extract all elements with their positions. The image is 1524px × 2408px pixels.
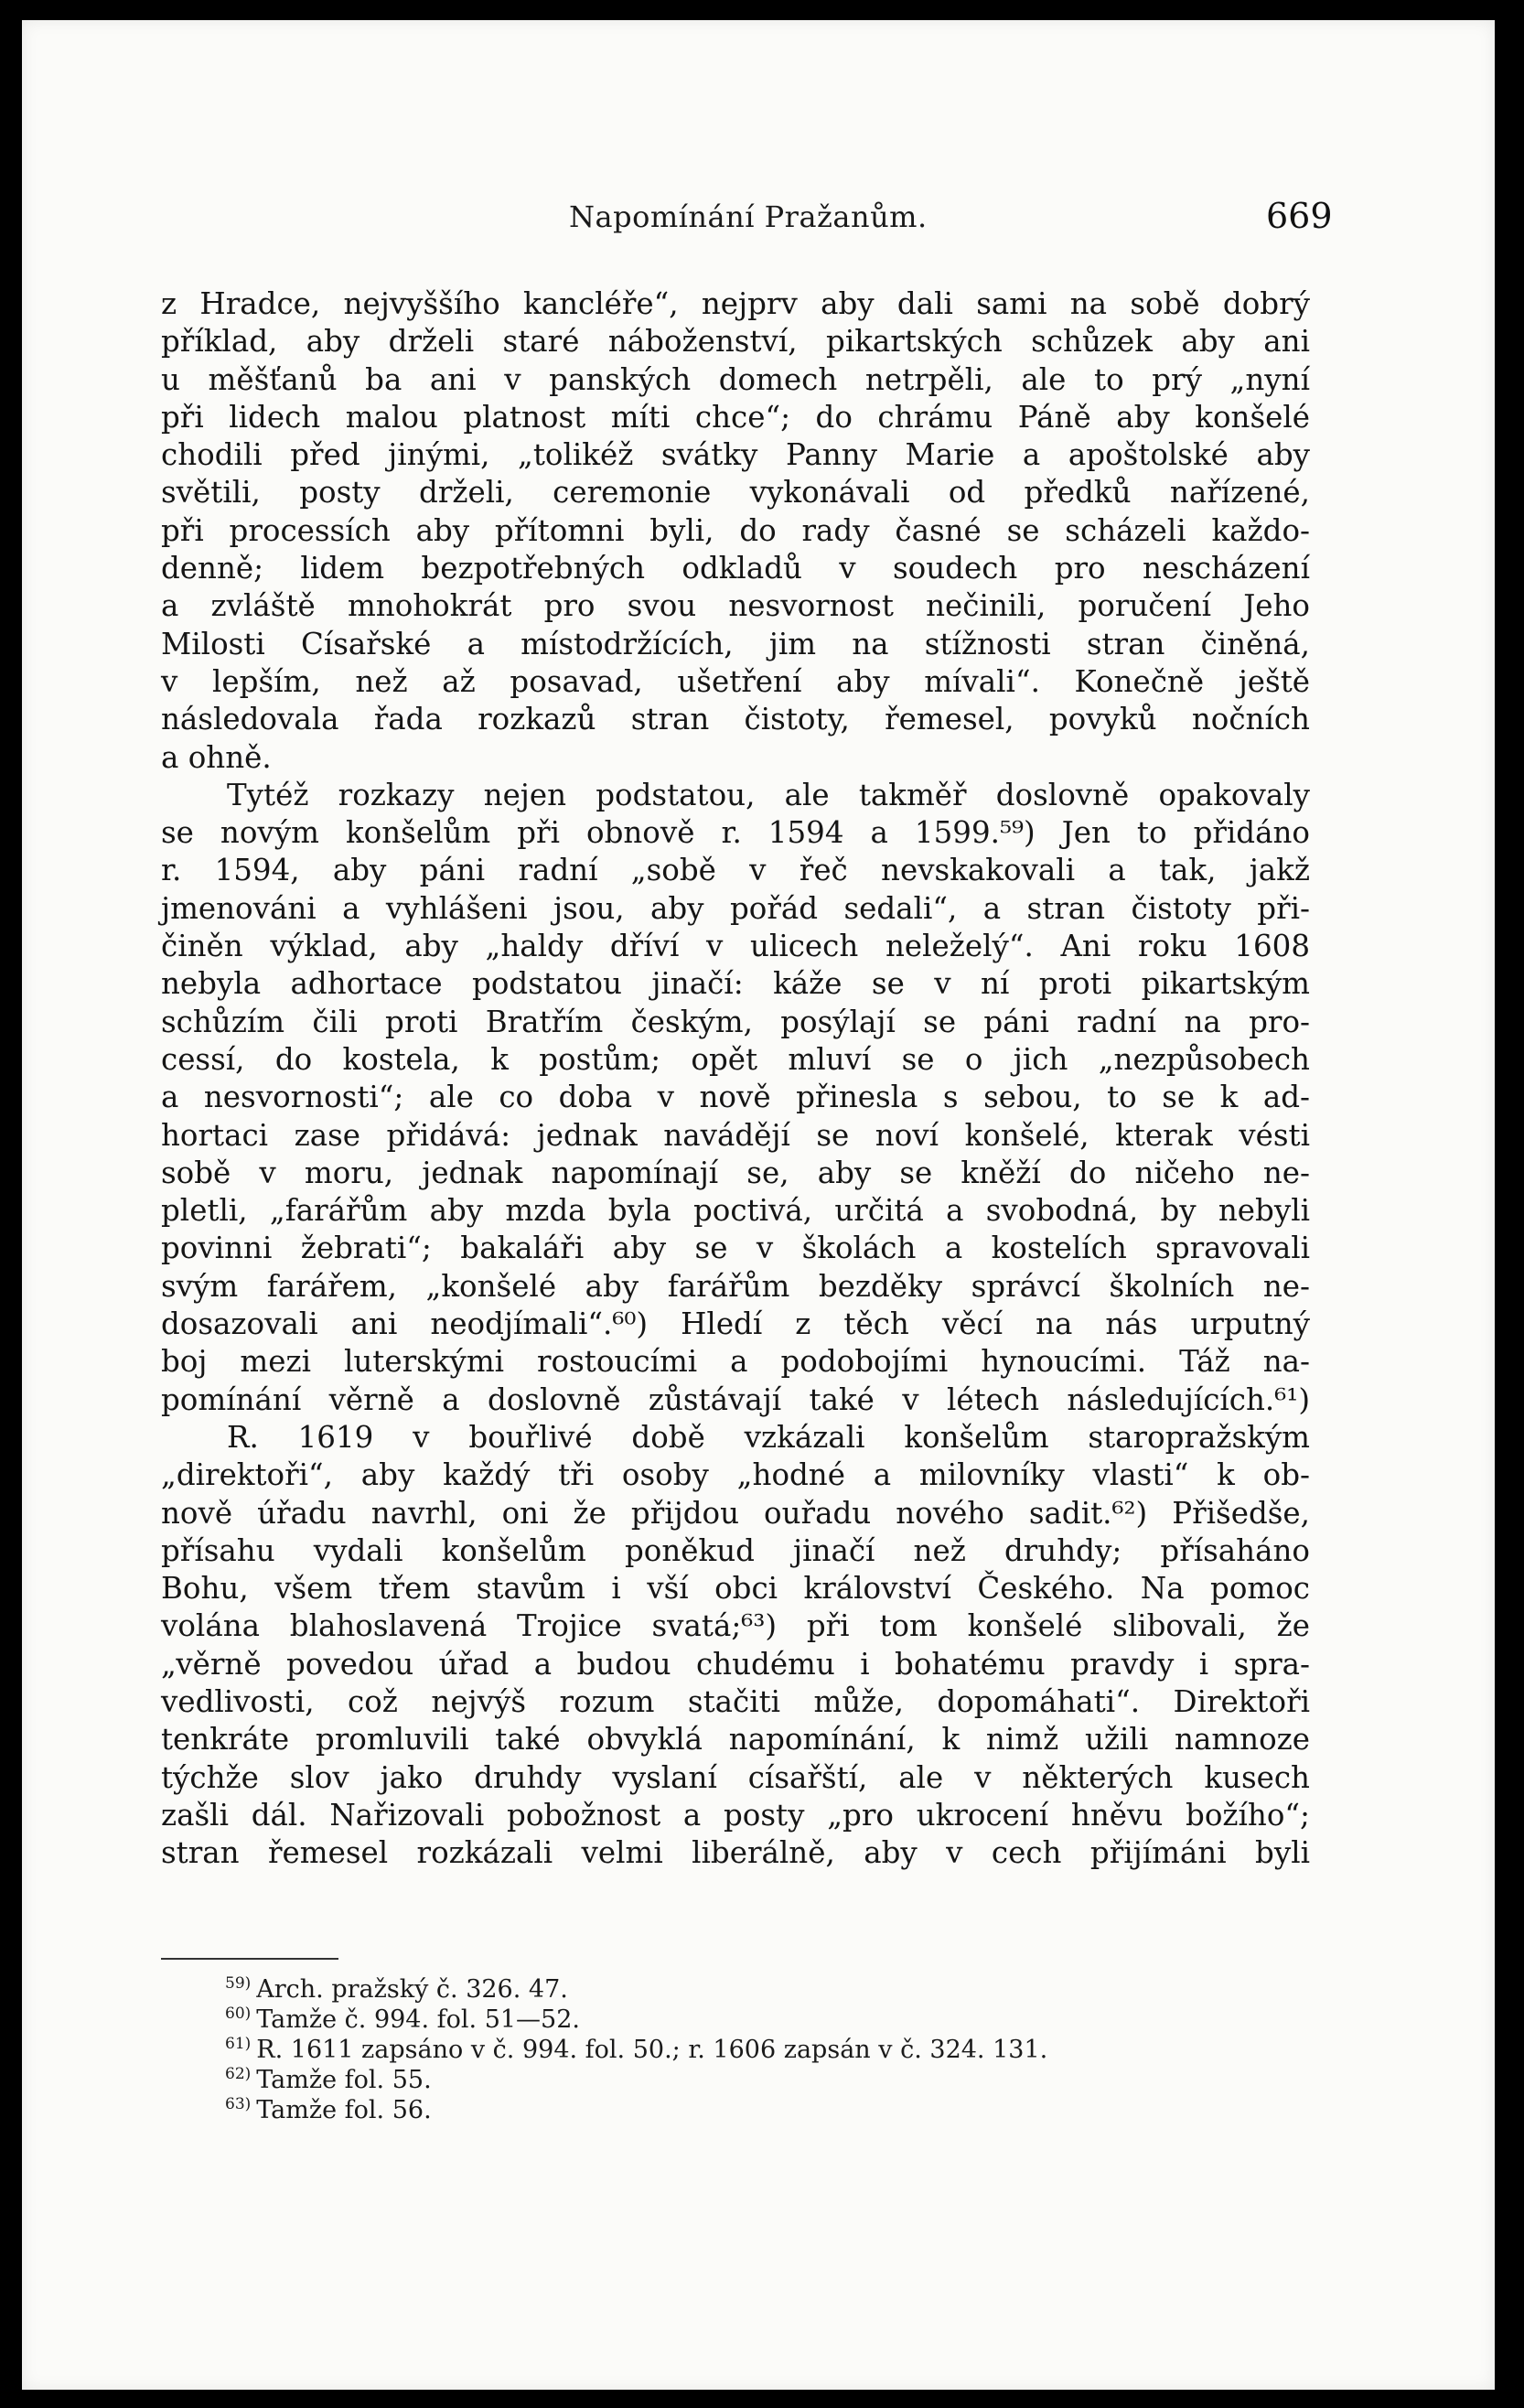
text-line: Bohu, všem třem stavům i vší obci království Českého. Na pomoc <box>161 1571 1310 1607</box>
text-line: boj mezi luterskými rostoucími a podobojími hynoucími. Táž na- <box>161 1344 1310 1380</box>
text-line: v lepším, než až posavad, ušetření aby mívali“. Konečně ještě <box>161 663 1310 699</box>
text-line: povinni žebrati“; bakaláři aby se v školách a kostelích spravovali <box>161 1231 1310 1266</box>
text-line: dosazovali ani neodjímali“.⁶⁰) Hledí z těch věcí na nás urputný <box>161 1306 1310 1342</box>
footnote-mark: 60) <box>225 2005 252 2023</box>
text-line: schůzím čili proti Bratřím českým, posýlají se páni radní na pro- <box>161 1004 1310 1039</box>
text-line: pletli, „farářům aby mzda byla poctivá, určitá a svobodná, by nebyli <box>161 1193 1310 1229</box>
page-number: 669 <box>1266 196 1333 236</box>
text-line: jmenováni a vyhlášeni jsou, aby pořád sedali“, a stran čistoty při- <box>161 890 1310 926</box>
text-line: vedlivosti, což nejvýš rozum stačiti může, dopomáhati“. Direktoři <box>161 1683 1310 1719</box>
text-line: pomínání věrně a doslovně zůstávají také v létech následujících.⁶¹) <box>161 1381 1310 1417</box>
footnote <box>225 1969 1323 2004</box>
text-line: stran řemesel rozkázali velmi liberálně, aby v cech přijímáni byli <box>161 1835 1310 1871</box>
footnote-mark: 59) <box>225 1974 252 1993</box>
text-line: činěn výklad, aby „haldy dříví v ulicech neleželý“. Ani roku 1608 <box>161 929 1310 964</box>
footnote-text: R. 1611 zapsáno v č. 994. fol. 50.; r. 1606 zapsán v č. 324. 131. <box>256 2036 1048 2064</box>
footnote <box>225 2090 1323 2124</box>
text-line: a zvláště mnohokrát pro svou nesvornost nečinili, poručení Jeho <box>161 588 1310 624</box>
text-line: „direktoři“, aby každý tři osoby „hodné a milovníky vlasti“ k ob- <box>161 1457 1310 1493</box>
book-page <box>22 20 1495 2390</box>
footnote <box>225 1999 1323 2034</box>
footnote-text: Arch. pražský č. 326. 47. <box>256 1975 568 2004</box>
text-line: cessí, do kostela, k postům; opět mluví se o jich „nezpůsobech <box>161 1041 1310 1077</box>
text-line: u měšťanů ba ani v panských domech netrpěli, ale to prý „nyní <box>161 361 1310 397</box>
text-line: Milosti Císařské a místodržících, jim na stížnosti stran činěná, <box>161 626 1310 661</box>
text-line: příklad, aby drželi staré náboženství, pikartských schůzek aby ani <box>161 324 1310 360</box>
footnote-mark: 63) <box>225 2095 252 2113</box>
footnote-text: Tamže č. 994. fol. 51—52. <box>256 2005 580 2034</box>
text-line: a ohně. <box>161 739 272 775</box>
footnote <box>225 2029 1323 2064</box>
text-line: světili, posty drželi, ceremonie vykonávali od předků nařízené, <box>161 475 1310 511</box>
text-line: při processích aby přítomni byli, do rady časné se scházeli každo- <box>161 512 1310 548</box>
page-header <box>22 196 1495 242</box>
text-line: tenkráte promluvili také obvyklá napomínání, k nimž užili namnoze <box>161 1722 1310 1758</box>
body-text <box>161 285 1310 1872</box>
text-line: se novým konšelům při obnově r. 1594 a 1599.⁵⁹) Jen to přidáno <box>161 815 1310 851</box>
text-line: sobě v moru, jednak napomínají se, aby se kněží do ničeho ne- <box>161 1155 1310 1190</box>
text-line: zašli dál. Nařizovali pobožnost a posty „pro ukrocení hněvu božího“; <box>161 1797 1310 1833</box>
text-line: nově úřadu navrhl, oni že přijdou ouřadu nového sadit.⁶²) Přišedše, <box>161 1495 1310 1531</box>
footnote-divider <box>161 1958 338 1960</box>
text-line: chodili před jinými, „tolikéž svátky Panny Marie a apoštolské aby <box>161 437 1310 473</box>
text-line: týchže slov jako druhdy vyslaní císařští, ale v některých kusech <box>161 1759 1310 1795</box>
text-line: „věrně povedou úřad a budou chudému i bohatému pravdy i spra- <box>161 1646 1310 1682</box>
text-line: nebyla adhortace podstatou jinačí: káže se v ní proti pikartským <box>161 966 1310 1002</box>
footnote-text: Tamže fol. 56. <box>256 2096 432 2124</box>
text-line: přísahu vydali konšelům poněkud jinačí než druhdy; přísaháno <box>161 1532 1310 1568</box>
text-line: z Hradce, nejvyššího kancléře“, nejprv aby dali sami na sobě dobrý <box>161 286 1310 321</box>
text-line: volána blahoslavená Trojice svatá;⁶³) při tom konšelé slibovali, že <box>161 1608 1310 1644</box>
text-line: svým farářem, „konšelé aby farářům bezděky správcí školních ne- <box>161 1268 1310 1304</box>
text-line: denně; lidem bezpotřebných odkladů v soudech pro nescházení <box>161 551 1310 586</box>
footnote-mark: 61) <box>225 2035 252 2053</box>
text-line: Tytéž rozkazy nejen podstatou, ale takměř doslovně opakovaly <box>227 777 1310 812</box>
text-line: při lidech malou platnost míti chce“; do chrámu Páně aby konšelé <box>161 399 1310 435</box>
running-title: Napomínání Pražanům. <box>569 199 928 234</box>
footnotes <box>225 1969 1323 2124</box>
text-line: R. 1619 v bouřlivé době vzkázali konšelům staropražským <box>227 1419 1310 1455</box>
text-line: následovala řada rozkazů stran čistoty, řemesel, povyků nočních <box>161 702 1310 737</box>
text-line: a nesvornosti“; ale co doba v nově přinesla s sebou, to se k ad- <box>161 1080 1310 1115</box>
text-line: hortaci zase přidává: jednak navádějí se noví konšelé, kterak vésti <box>161 1117 1310 1153</box>
text-line: r. 1594, aby páni radní „sobě v řeč nevskakovali a tak, jakž <box>161 853 1310 888</box>
footnote-mark: 62) <box>225 2065 252 2083</box>
footnote-text: Tamže fol. 55. <box>256 2066 432 2094</box>
